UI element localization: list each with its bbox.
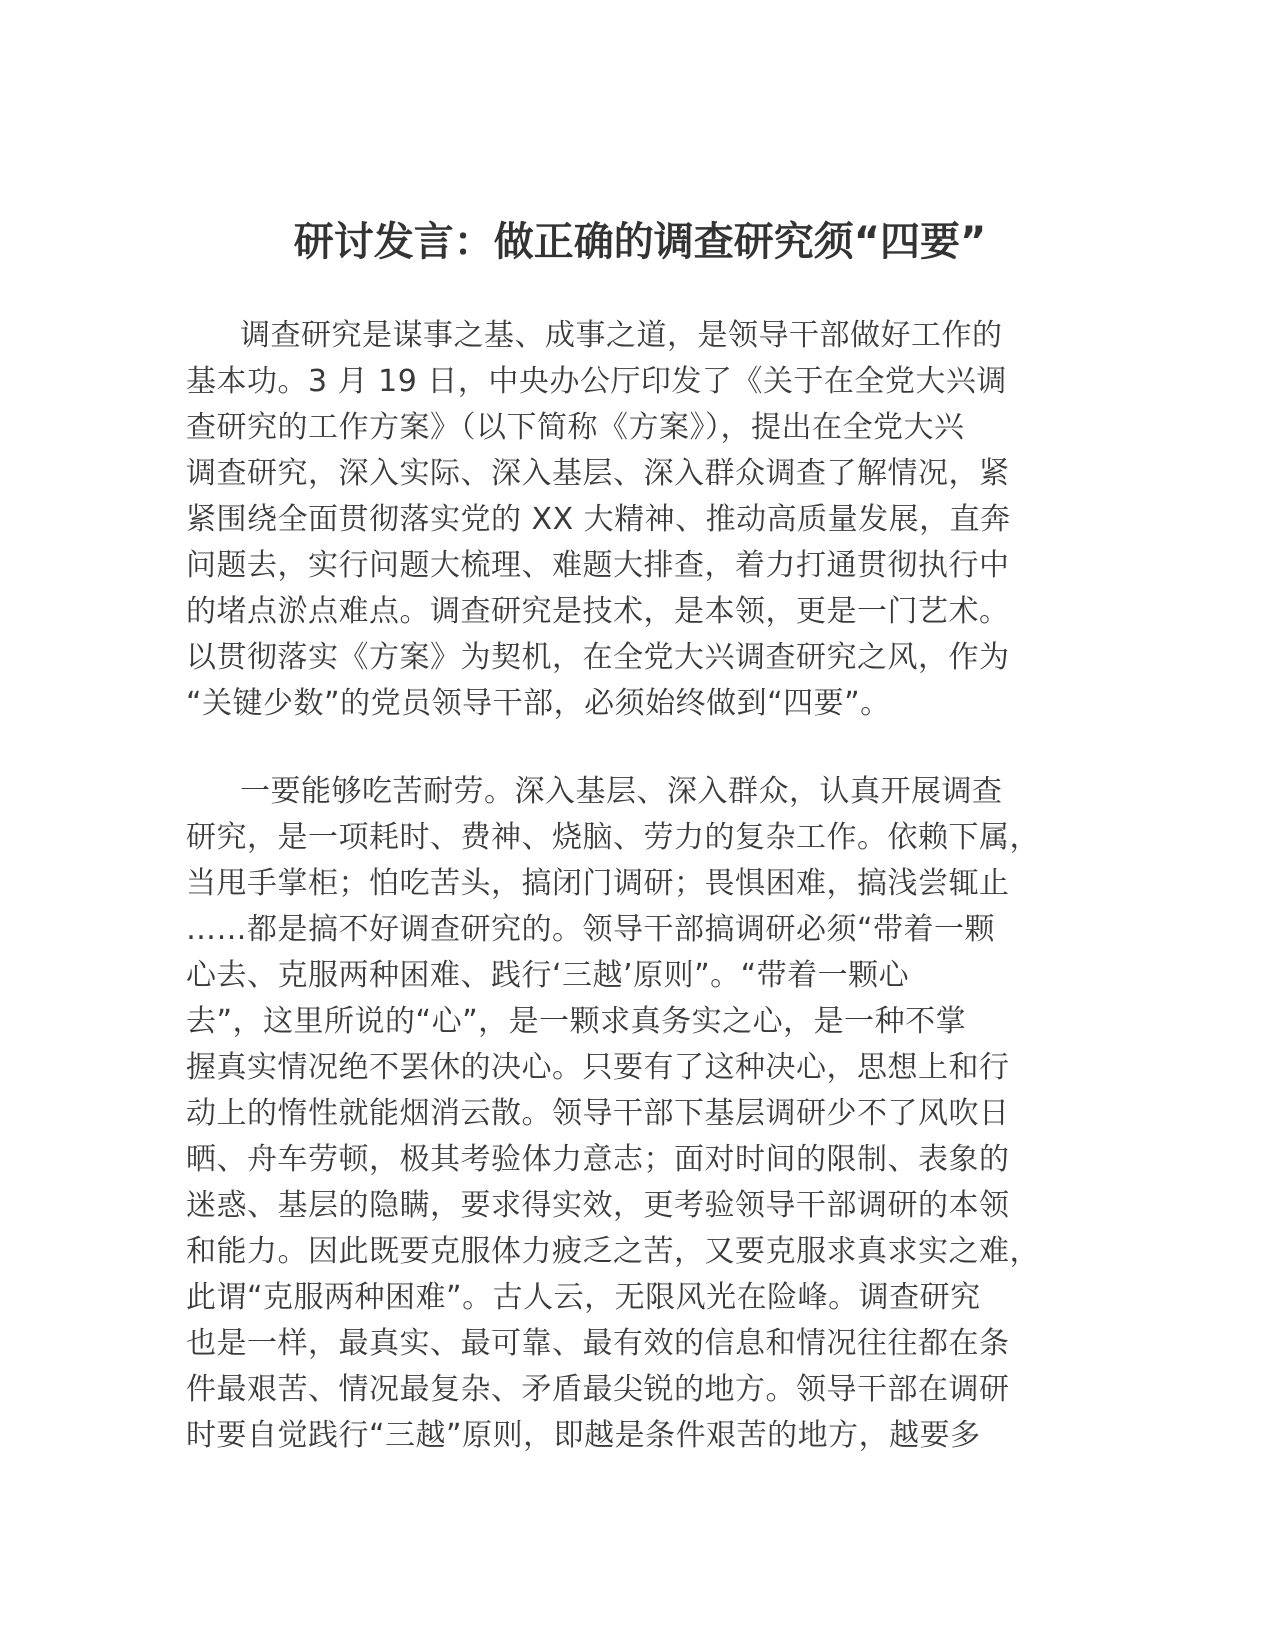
text-line: 件最艰苦、情况最复杂、矛盾最尖锐的地方。领导干部在调研	[186, 1372, 1010, 1407]
text-line: 以贯彻落实《方案》为契机，在全党大兴调查研究之风，作为	[186, 640, 1010, 675]
text-line: 紧围绕全面贯彻落实党的 XX 大精神、推动高质量发展，直奔	[186, 502, 1011, 537]
text-line: 和能力。因此既要克服体力疲乏之苦，又要克服求真求实之难，	[186, 1234, 1040, 1269]
text-line: 握真实情况绝不罢休的决心。只要有了这种决心，思想上和行	[186, 1050, 1010, 1085]
text-line: “关键少数”的党员领导干部，必须始终做到“四要”。	[186, 686, 891, 721]
text-line: 调查研究是谋事之基、成事之道，是领导干部做好工作的	[240, 318, 1003, 353]
text-line: 查研究的工作方案》（以下简称《方案》），提出在全党大兴	[186, 410, 965, 445]
text-line: 迷惑、基层的隐瞒，要求得实效，更考验领导干部调研的本领	[186, 1188, 1010, 1223]
text-line: 晒、舟车劳顿，极其考验体力意志；面对时间的限制、表象的	[186, 1142, 1010, 1177]
text-line: 时要自觉践行“三越”原则，即越是条件艰苦的地方，越要多	[186, 1418, 981, 1453]
text-line: 基本功。3 月 19 日，中央办公厅印发了《关于在全党大兴调	[186, 364, 1007, 399]
text-line: 也是一样，最真实、最可靠、最有效的信息和情况往往都在条	[186, 1326, 1010, 1361]
text-line: 当甩手掌柜；怕吃苦头，搞闭门调研；畏惧困难，搞浅尝辄止	[186, 866, 1010, 901]
document-title: 研讨发言：做正确的调查研究须“四要”	[293, 219, 987, 265]
text-line: 此谓“克服两种困难”。古人云，无限风光在险峰。调查研究	[186, 1280, 981, 1315]
paragraph-intro	[186, 313, 1086, 727]
text-line: 研究，是一项耗时、费神、烧脑、劳力的复杂工作。依赖下属，	[186, 820, 1040, 855]
text-line: 心去、克服两种困难、践行‘三越’原则”。“带着一颗心	[186, 958, 910, 993]
text-line: 去”，这里所说的“心”，是一颗求真务实之心，是一种不掌	[186, 1004, 967, 1039]
document-body	[186, 313, 1086, 1501]
text-line: 的堵点淤点难点。调查研究是技术，是本领，更是一门艺术。	[186, 594, 1010, 629]
text-line: 一要能够吃苦耐劳。深入基层、深入群众，认真开展调查	[240, 774, 1003, 809]
text-line: 动上的惰性就能烟消云散。领导干部下基层调研少不了风吹日	[186, 1096, 1010, 1131]
text-line: ……都是搞不好调查研究的。领导干部搞调研必须“带着一颗	[186, 912, 996, 947]
text-line: 问题去，实行问题大梳理、难题大排查，着力打通贯彻执行中	[186, 548, 1010, 583]
paragraph-point-one	[186, 769, 1086, 1459]
text-line: 调查研究，深入实际、深入基层、深入群众调查了解情况，紧	[186, 456, 1010, 491]
